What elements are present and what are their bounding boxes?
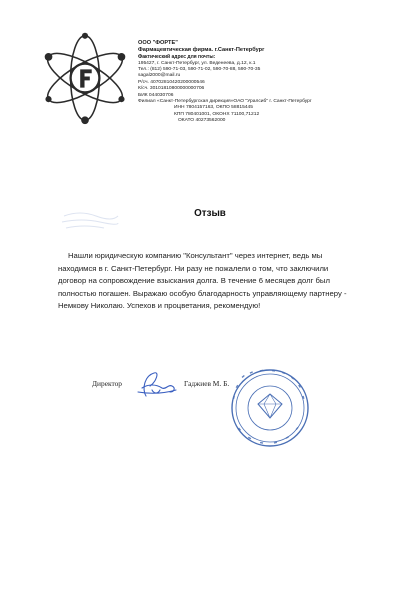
- atom-f-logo-icon: [37, 30, 133, 126]
- review-line: договор на сопровождение взыскания долга. В течение 6 месяцев долг был: [58, 276, 330, 286]
- signer-role: Директор: [92, 379, 122, 388]
- review-line: Нашли юридическую компанию "Консультант" через интернет, ведь мы: [68, 251, 323, 260]
- letterhead: [138, 40, 410, 125]
- review-line: полностью погашен. Выражаю особую благодарность управляющему партнеру -: [58, 288, 347, 298]
- company-name: ООО "ФОРТЕ": [138, 40, 178, 46]
- document-title: Отзыв: [194, 208, 226, 219]
- company-activity: Фармацевтическая фирма. г.Санкт-Петербург: [138, 47, 265, 53]
- email: sagal2000@mail.ru: [138, 73, 181, 79]
- kpp-okonh: КПП 780401001, ОКОНХ 71100,71212: [174, 111, 260, 117]
- postal-address: 195427, г. Санкт-Петербург, ул. Веденеева, д.12, к.1: [138, 60, 256, 66]
- phone-numbers: Тел.: (812) 590-71-03, 590-71-02, 590-70-88, 590-70-35: [138, 66, 261, 72]
- signature-block: [0, 370, 420, 410]
- review-line: находимся в г. Санкт-Петербург. Ни разу не пожалели о том, что заключили: [58, 263, 329, 273]
- review-text: [58, 250, 376, 313]
- bik: БИК 044030706: [138, 92, 174, 98]
- review-line: Немкову Николаю. Успехов и процветания, рекомендую!: [58, 301, 261, 311]
- okato: ОКАТО 40273562000: [178, 118, 226, 124]
- corr-account: К/сч. 30101810800000000706: [138, 86, 205, 92]
- company-seal-icon: [228, 366, 312, 450]
- bank-branch: Филиал «Санкт-Петербургская дирекция»ОАО "Уралсиб" г. Санкт-Петербург: [138, 98, 312, 104]
- address-title: Фактический адрес для почты:: [138, 54, 216, 60]
- handwritten-signature-icon: [132, 370, 180, 402]
- bank-account: Р/сч. 40702810420200000546: [138, 79, 205, 85]
- signer-name: Гаджиев М. Б.: [184, 379, 230, 388]
- inn-okpo: ИНН 7804157163, ОКПО 58815445: [174, 105, 253, 111]
